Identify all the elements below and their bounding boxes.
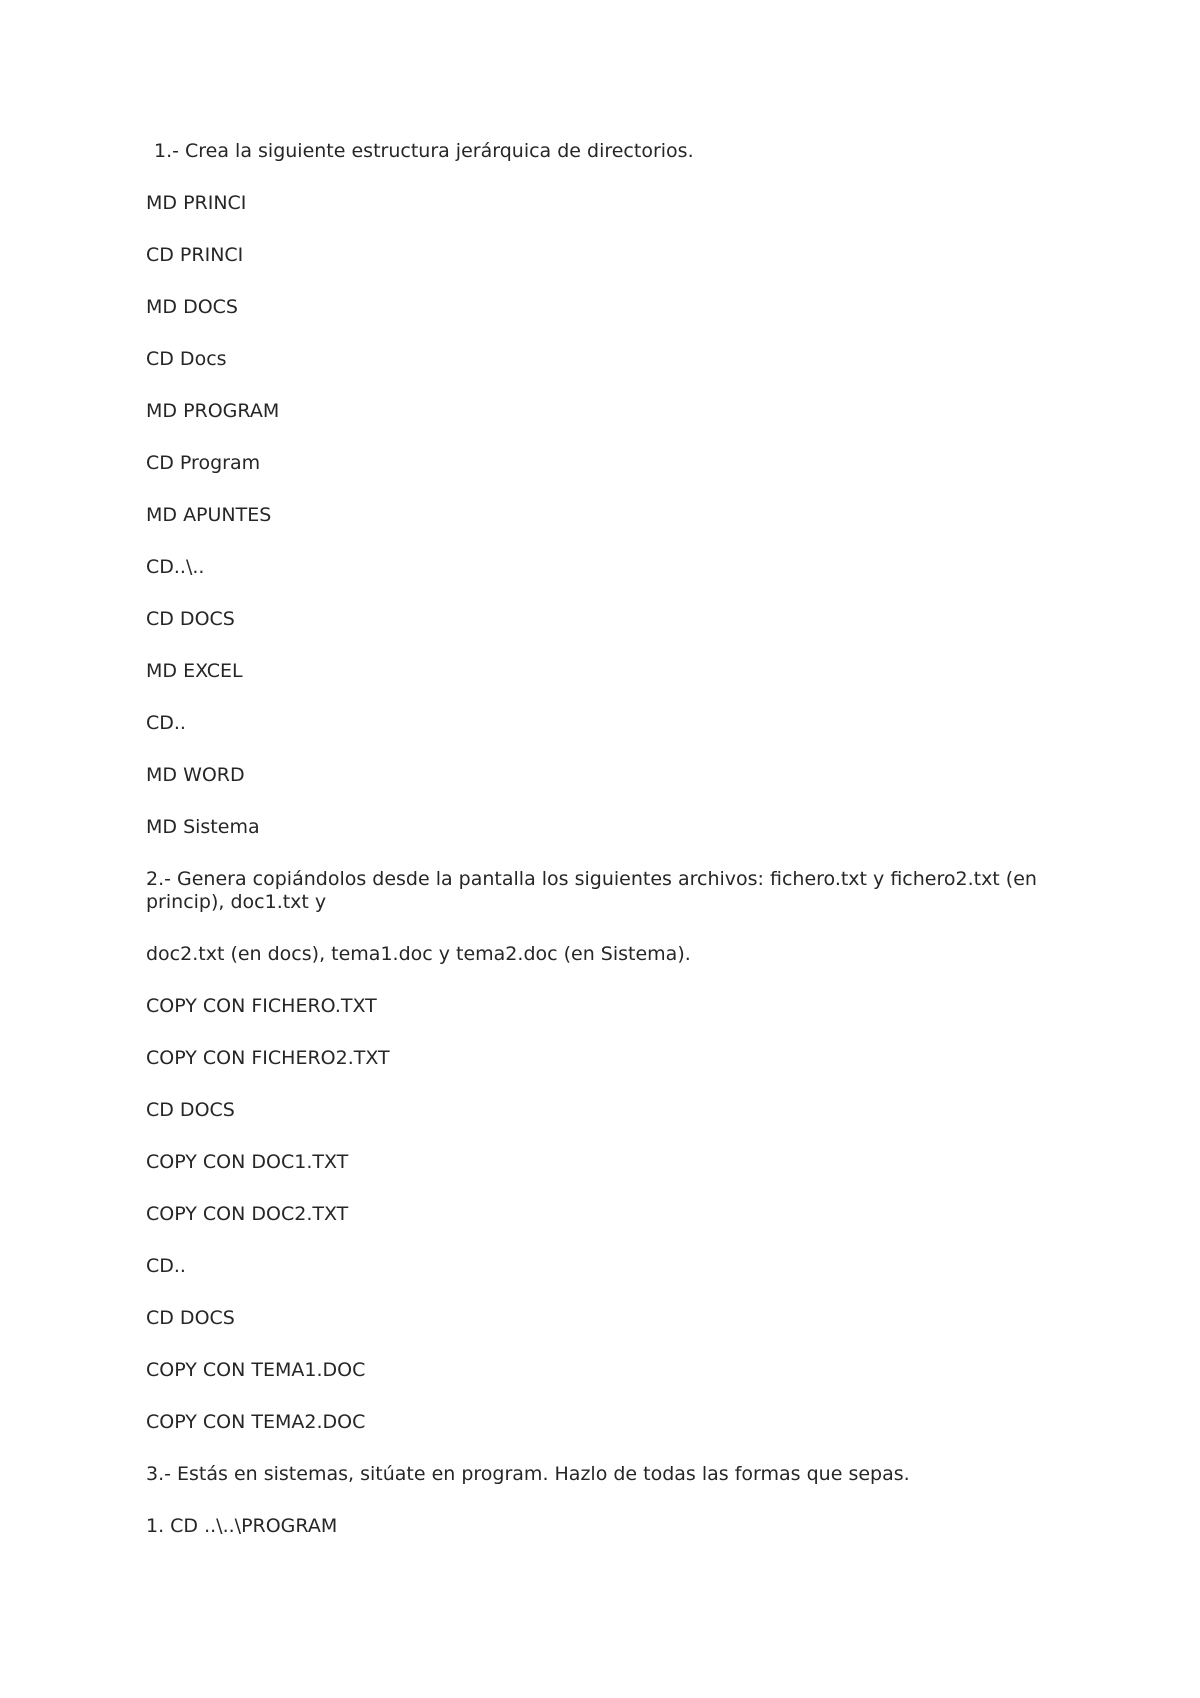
command-line: CD DOCS [146, 608, 235, 630]
command-line: COPY CON TEMA2.DOC [146, 1411, 366, 1433]
command-line: COPY CON DOC1.TXT [146, 1151, 349, 1173]
command-line: CD PRINCI [146, 244, 244, 266]
command-line: CD DOCS [146, 1307, 235, 1329]
exercise-2-heading-continued: doc2.txt (en docs), tema1.doc y tema2.doc (en Sistema). [146, 943, 691, 965]
command-line: CD DOCS [146, 1099, 235, 1121]
command-line: CD.. [146, 1255, 186, 1277]
command-line: MD PRINCI [146, 192, 247, 214]
command-line: COPY CON FICHERO2.TXT [146, 1047, 390, 1069]
document-body [146, 140, 1076, 1567]
command-line: MD DOCS [146, 296, 238, 318]
command-line: MD APUNTES [146, 504, 272, 526]
command-line: CD Docs [146, 348, 227, 370]
command-line: COPY CON DOC2.TXT [146, 1203, 349, 1225]
command-line: MD Sistema [146, 816, 260, 838]
exercise-2-heading: 2.- Genera copiándolos desde la pantalla los siguientes archivos: fichero.txt y fichero2.txt (en princip), doc1.txt y [146, 868, 1043, 913]
exercise-3-heading: 3.- Estás en sistemas, sitúate en program. Hazlo de todas las formas que sepas. [146, 1463, 910, 1485]
answer-line: 1. CD ..\..\PROGRAM [146, 1515, 338, 1537]
command-line: CD Program [146, 452, 261, 474]
command-line: MD PROGRAM [146, 400, 280, 422]
command-line: COPY CON TEMA1.DOC [146, 1359, 366, 1381]
command-line: CD.. [146, 712, 186, 734]
command-line: MD EXCEL [146, 660, 243, 682]
exercise-1-heading: 1.- Crea la siguiente estructura jerárquica de directorios. [154, 140, 694, 162]
command-line: MD WORD [146, 764, 245, 786]
command-line: CD..\.. [146, 556, 205, 578]
command-line: COPY CON FICHERO.TXT [146, 995, 377, 1017]
